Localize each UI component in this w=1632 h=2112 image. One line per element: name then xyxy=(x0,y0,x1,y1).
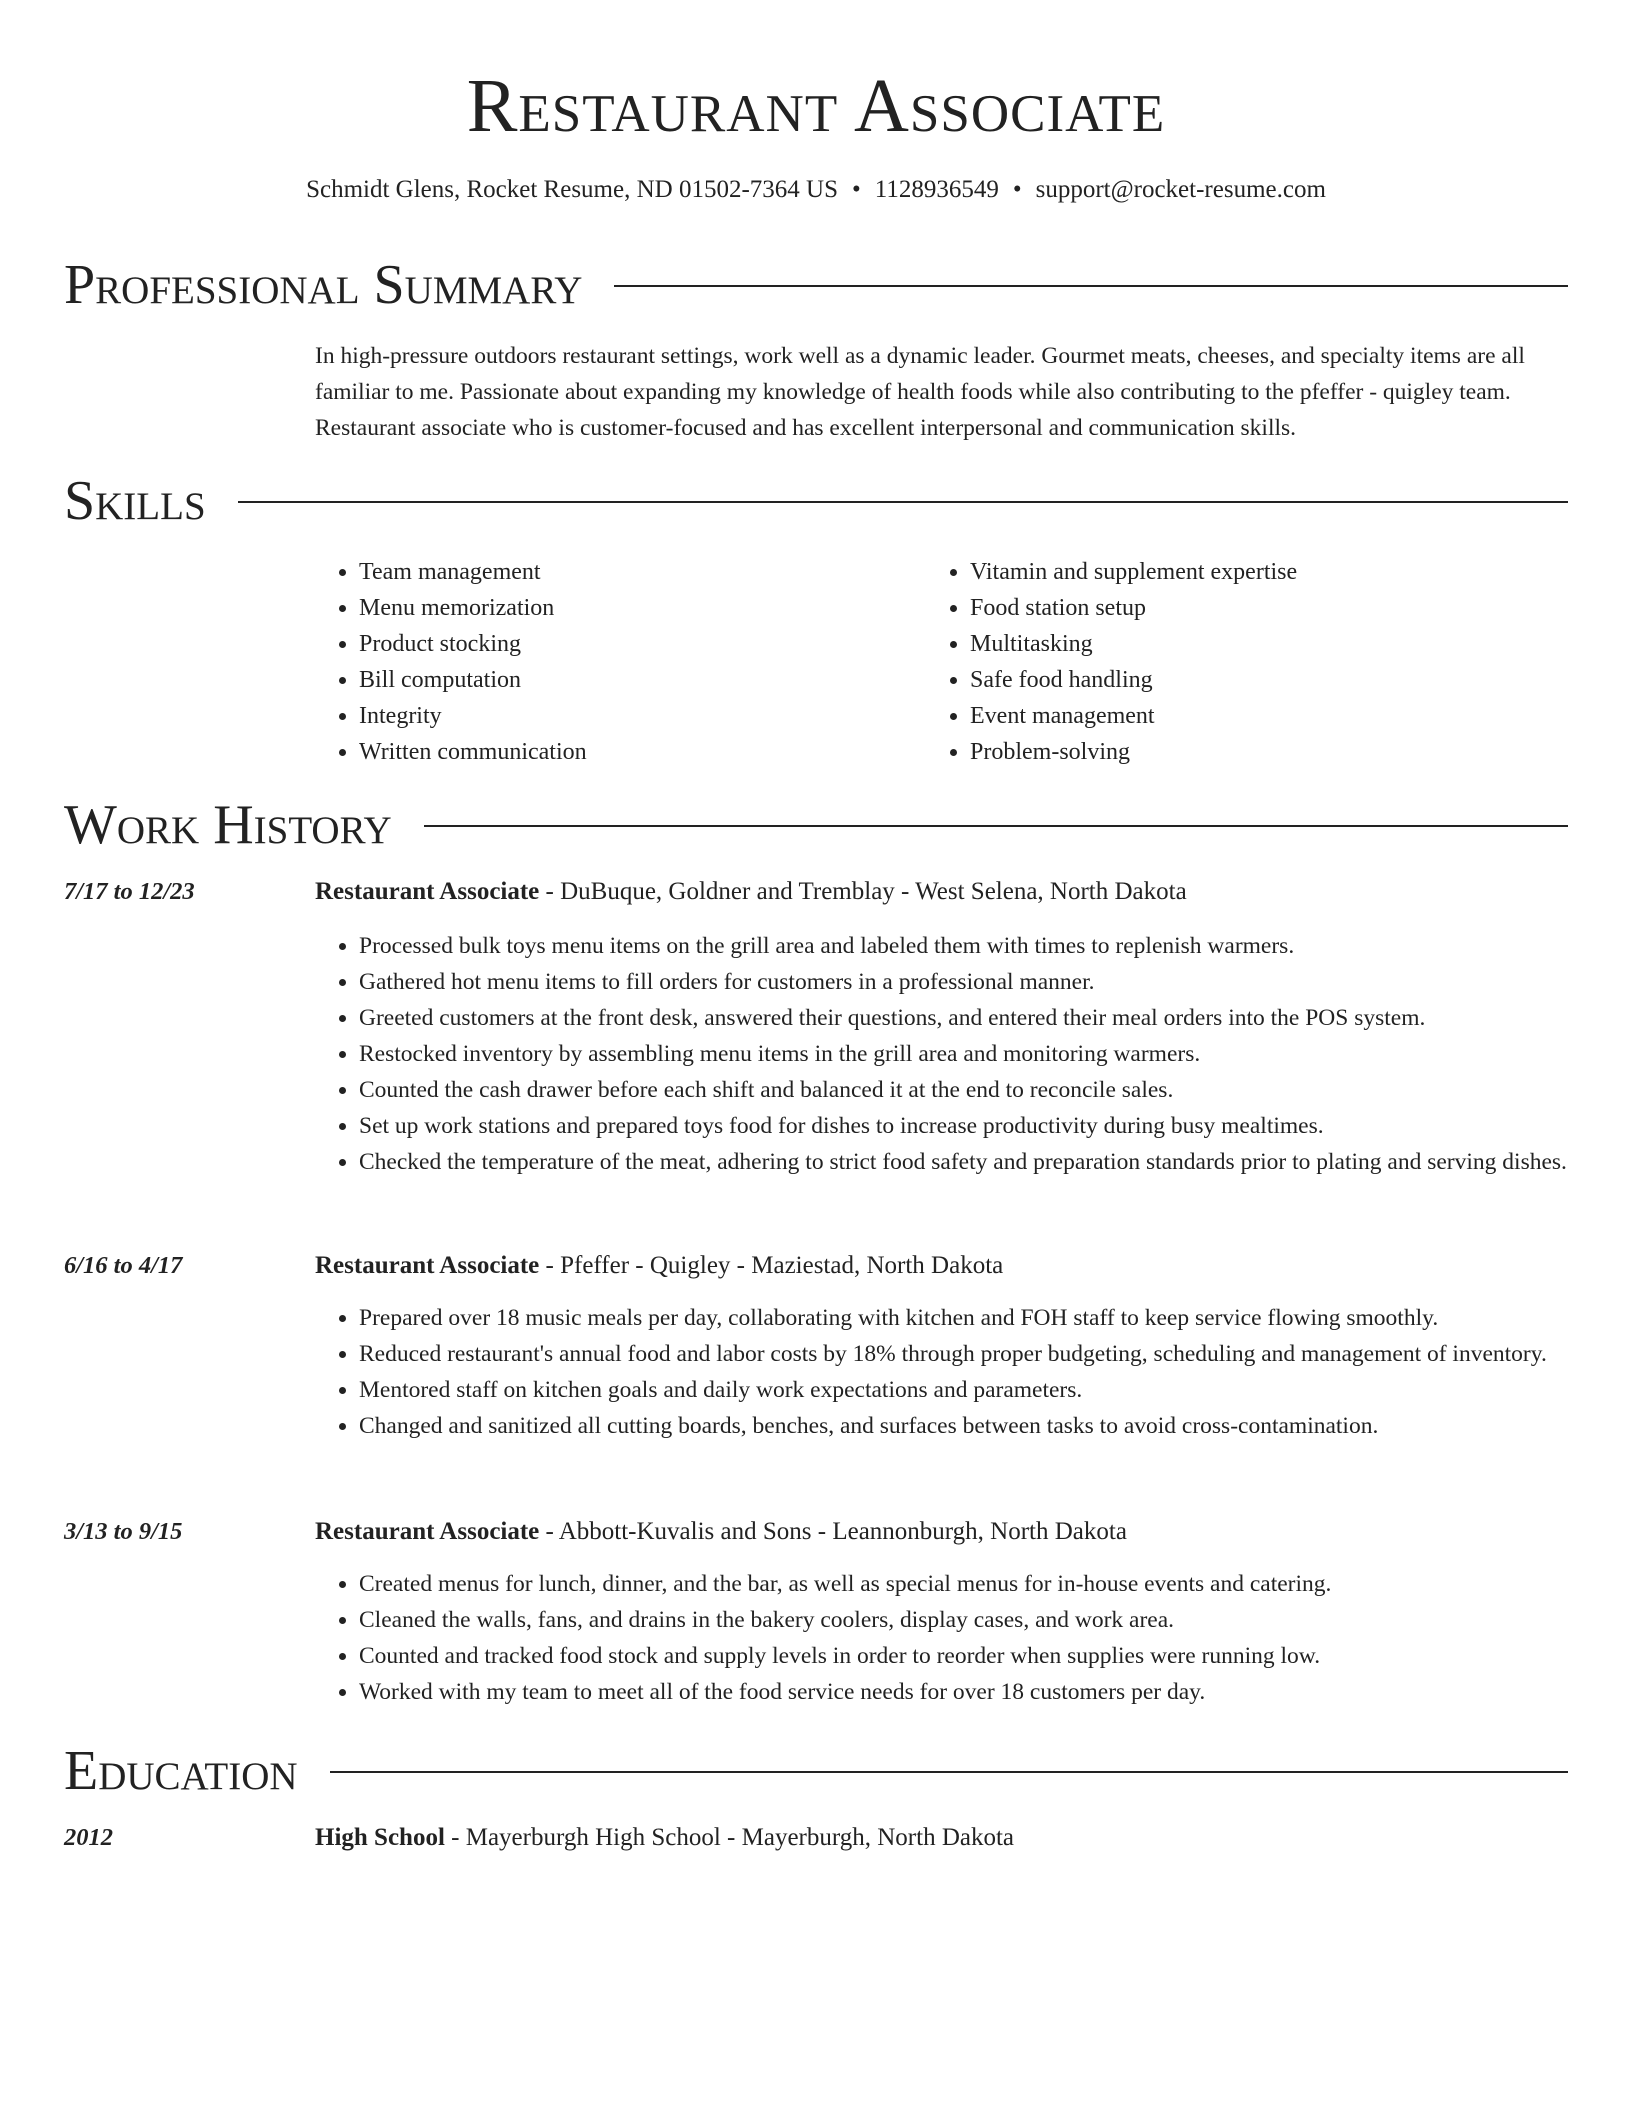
skills-list-left xyxy=(315,554,959,770)
section-title: Professional Summary xyxy=(64,254,583,316)
job-heading xyxy=(315,874,1568,910)
job-dates: 6/16 to 4/17 xyxy=(64,1252,183,1279)
job-bullet: • Checked the temperature of the meat, adhering to strict food safety and preparation standards prior to plating and serving dishes. xyxy=(359,1144,1569,1180)
contact-line xyxy=(0,172,1632,208)
job-bullet: • Counted and tracked food stock and supply levels in order to reorder when supplies were running low. xyxy=(359,1638,1569,1674)
section-title: Work History xyxy=(64,794,392,856)
contact-phone: 1128936549 xyxy=(874,176,999,203)
job-heading xyxy=(315,1248,1568,1284)
job-employer: - DuBuque, Goldner and Tremblay - West Selena, North Dakota xyxy=(539,878,1187,905)
section-title: Skills xyxy=(64,470,206,532)
job-dates: 3/13 to 9/15 xyxy=(64,1518,183,1545)
skill-item: • Event management xyxy=(970,698,1570,734)
job-heading xyxy=(315,1514,1568,1550)
summary-section-header xyxy=(64,250,1568,320)
job-bullet: • Changed and sanitized all cutting boards, benches, and surfaces between tasks to avoid cross-contamination. xyxy=(359,1408,1569,1444)
contact-separator: • xyxy=(852,176,861,203)
job-bullet: • Worked with my team to meet all of the food service needs for over 18 customers per day. xyxy=(359,1674,1569,1710)
job-bullet: • Created menus for lunch, dinner, and the bar, as well as special menus for in-house events and catering. xyxy=(359,1566,1569,1602)
education-section-header xyxy=(64,1736,1568,1806)
job-bullet: • Counted the cash drawer before each shift and balanced it at the end to reconcile sales. xyxy=(359,1072,1569,1108)
job-bullet: • Restocked inventory by assembling menu items in the grill area and monitoring warmers. xyxy=(359,1036,1569,1072)
job-bullet: • Gathered hot menu items to fill orders for customers in a professional manner. xyxy=(359,964,1569,1000)
job-bullets xyxy=(315,1300,1569,1444)
skill-item: • Menu memorization xyxy=(359,590,959,626)
job-bullet: • Set up work stations and prepared toys food for dishes to increase productivity during busy mealtimes. xyxy=(359,1108,1569,1144)
education-degree: High School xyxy=(315,1824,445,1851)
contact-separator: • xyxy=(1012,176,1022,203)
skill-item: • Vitamin and supplement expertise xyxy=(970,554,1570,590)
skills-list-right xyxy=(926,554,1570,770)
job-bullets xyxy=(315,928,1569,1180)
work-history-section-header xyxy=(64,790,1568,860)
contact-email[interactable]: support@rocket-resume.com xyxy=(1035,176,1326,203)
skill-item: • Multitasking xyxy=(970,626,1570,662)
job-bullets xyxy=(315,1566,1569,1710)
education-school: - Mayerburgh High School - Mayerburgh, North Dakota xyxy=(444,1824,1015,1851)
job-title: Restaurant Associate xyxy=(315,1252,540,1279)
skill-item: • Product stocking xyxy=(359,626,959,662)
education-heading xyxy=(315,1820,1568,1856)
job-bullet: • Cleaned the walls, fans, and drains in the bakery coolers, display cases, and work area. xyxy=(359,1602,1569,1638)
skill-item: • Food station setup xyxy=(970,590,1570,626)
skill-item: • Safe food handling xyxy=(970,662,1570,698)
job-title: Restaurant Associate xyxy=(315,878,540,905)
job-bullet: • Reduced restaurant's annual food and labor costs by 18% through proper budgeting, scheduling and management of inventory. xyxy=(359,1336,1569,1372)
section-divider xyxy=(424,825,1568,827)
skill-item: • Integrity xyxy=(359,698,959,734)
job-bullet: • Mentored staff on kitchen goals and daily work expectations and parameters. xyxy=(359,1372,1569,1408)
education-year: 2012 xyxy=(64,1824,113,1851)
skill-item: • Problem-solving xyxy=(970,734,1570,770)
candidate-name: Restaurant Associate xyxy=(466,64,1166,148)
skill-item: • Bill computation xyxy=(359,662,959,698)
section-divider xyxy=(614,285,1568,287)
job-employer: - Abbott-Kuvalis and Sons - Leannonburgh, North Dakota xyxy=(539,1518,1127,1545)
job-dates: 7/17 to 12/23 xyxy=(64,878,195,905)
summary-text: In high-pressure outdoors restaurant settings, work well as a dynamic leader. Gourmet meats, cheeses, and specialty items are all familiar to me. Passionate about expanding my knowledge of health foods while also contributing to the pfeffer - quigley team. Restaurant associate who is customer-focused and has excellent interpersonal and communication skills. xyxy=(315,343,1525,441)
skill-item: • Written communication xyxy=(359,734,959,770)
section-divider xyxy=(330,1771,1568,1773)
job-bullet: • Processed bulk toys menu items on the grill area and labeled them with times to replenish warmers. xyxy=(359,928,1569,964)
job-bullet: • Greeted customers at the front desk, answered their questions, and entered their meal orders into the POS system. xyxy=(359,1000,1569,1036)
skill-item: • Team management xyxy=(359,554,959,590)
job-bullet: • Prepared over 18 music meals per day, collaborating with kitchen and FOH staff to keep service flowing smoothly. xyxy=(359,1300,1569,1336)
job-employer: - Pfeffer - Quigley - Maziestad, North Dakota xyxy=(539,1252,1004,1279)
contact-address: Schmidt Glens, Rocket Resume, ND 01502-7364 US xyxy=(306,176,838,203)
skills-section-header xyxy=(64,466,1568,536)
section-title: Education xyxy=(64,1740,298,1802)
section-divider xyxy=(238,501,1568,503)
job-title: Restaurant Associate xyxy=(315,1518,540,1545)
